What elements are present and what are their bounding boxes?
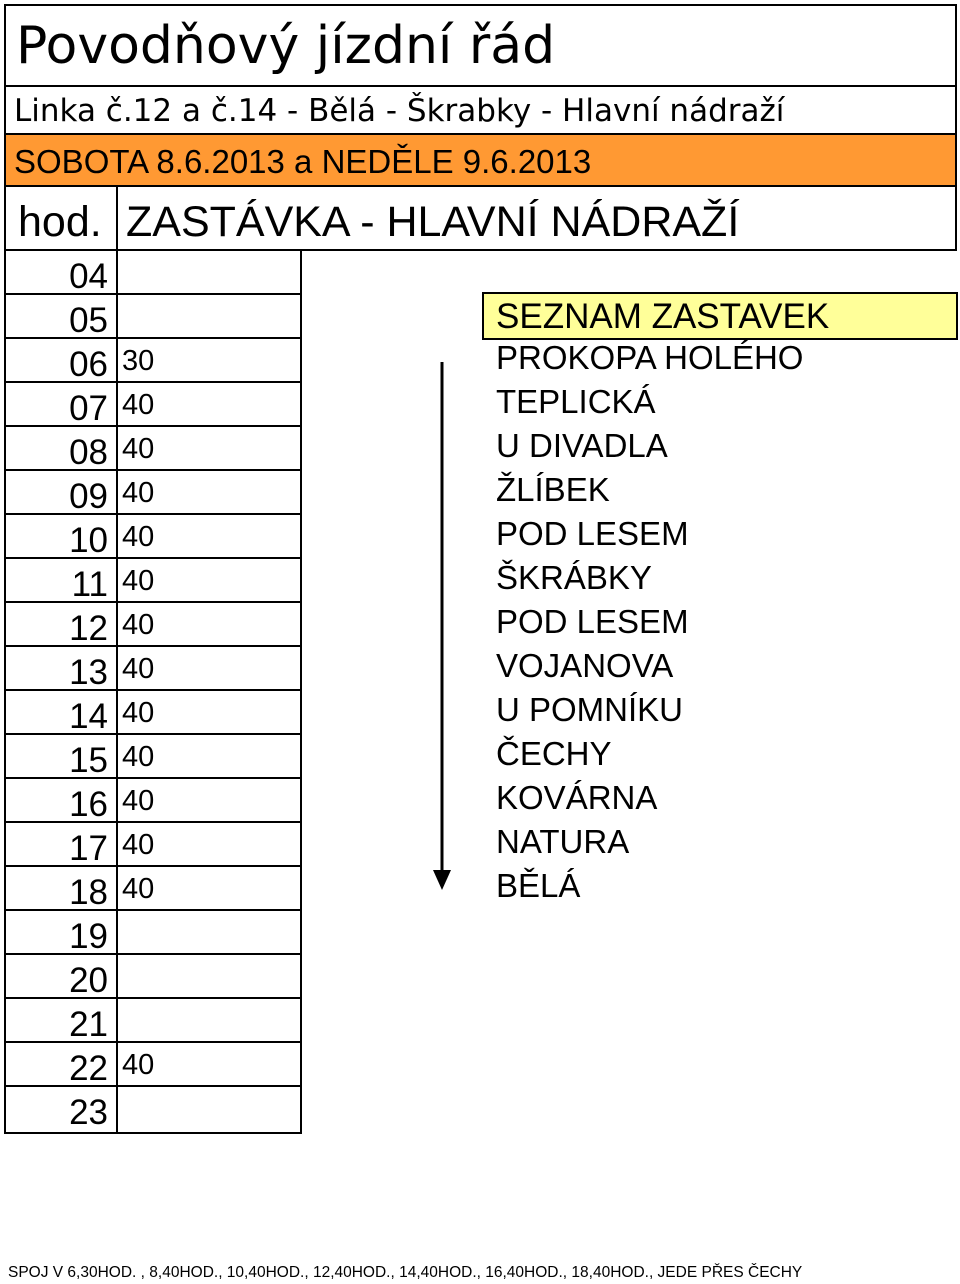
timetable-row — [6, 867, 302, 911]
hour-cell: 10 — [69, 521, 108, 560]
hour-cell: 06 — [69, 345, 108, 384]
stop-item: ŽLÍBEK — [496, 471, 610, 508]
timetable-row — [6, 515, 302, 559]
stop-item: U DIVADLA — [496, 427, 668, 464]
timetable-row — [6, 647, 302, 691]
stop-item: U POMNÍKU — [496, 691, 684, 728]
table-header — [4, 185, 957, 251]
timetable-row — [6, 911, 302, 955]
stop-name-heading: ZASTÁVKA - HLAVNÍ NÁDRAŽÍ — [126, 198, 740, 246]
timetable-row — [6, 339, 302, 383]
hour-cell: 18 — [69, 873, 108, 912]
timetable-row — [6, 999, 302, 1043]
timetable-row — [6, 427, 302, 471]
timetable-row — [6, 603, 302, 647]
hour-cell: 11 — [71, 565, 108, 604]
minutes-cell: 40 — [122, 873, 155, 905]
hour-cell: 04 — [69, 257, 108, 296]
timetable-row — [6, 691, 302, 735]
minutes-cell: 40 — [122, 565, 155, 597]
stop-item: POD LESEM — [496, 515, 689, 552]
stop-item: ČECHY — [496, 735, 612, 772]
minutes-cell: 40 — [122, 697, 155, 729]
header-divider — [116, 187, 118, 251]
minutes-cell: 40 — [122, 829, 155, 861]
minutes-cell: 40 — [122, 609, 155, 641]
page-title: Povodňový jízdní řád — [4, 4, 957, 85]
timetable-row — [6, 955, 302, 999]
hour-cell: 17 — [69, 829, 108, 868]
minutes-cell: 40 — [122, 741, 155, 773]
minutes-cell: 30 — [122, 345, 155, 377]
stop-item: ŠKRÁBKY — [496, 559, 652, 596]
hour-cell: 19 — [69, 917, 108, 956]
stops-list-header: SEZNAM ZASTAVEK — [482, 292, 958, 340]
hour-cell: 14 — [69, 697, 108, 736]
direction-arrow-icon — [430, 362, 454, 892]
timetable-row — [6, 779, 302, 823]
minutes-cell: 40 — [122, 477, 155, 509]
minutes-cell: 40 — [122, 521, 155, 553]
timetable-row — [6, 735, 302, 779]
hour-cell: 20 — [69, 961, 108, 1000]
hour-cell: 08 — [69, 433, 108, 472]
hour-column-label: hod. — [18, 198, 102, 246]
stop-item: NATURA — [496, 823, 630, 860]
service-dates: SOBOTA 8.6.2013 a NEDĚLE 9.6.2013 — [4, 133, 957, 185]
minutes-cell: 40 — [122, 389, 155, 421]
stop-item: TEPLICKÁ — [496, 383, 656, 420]
timetable-row — [6, 1043, 302, 1087]
stop-item: POD LESEM — [496, 603, 689, 640]
timetable-row — [6, 295, 302, 339]
hour-cell: 07 — [69, 389, 108, 428]
timetable-row — [6, 383, 302, 427]
hour-cell: 23 — [69, 1093, 108, 1132]
hour-cell: 12 — [69, 609, 108, 648]
hour-cell: 16 — [69, 785, 108, 824]
timetable-row — [6, 823, 302, 867]
stop-item: PROKOPA HOLÉHO — [496, 339, 804, 376]
timetable — [4, 251, 302, 1134]
minutes-cell: 40 — [122, 1049, 155, 1081]
hour-cell: 15 — [69, 741, 108, 780]
stop-item: VOJANOVA — [496, 647, 674, 684]
stop-item: BĚLÁ — [496, 867, 581, 904]
timetable-row — [6, 251, 302, 295]
stop-item: KOVÁRNA — [496, 779, 658, 816]
hour-cell: 13 — [69, 653, 108, 692]
timetable-row — [6, 559, 302, 603]
timetable-row — [6, 471, 302, 515]
hour-cell: 05 — [69, 301, 108, 340]
timetable-row — [6, 1087, 302, 1131]
hour-cell: 09 — [69, 477, 108, 516]
minutes-cell: 40 — [122, 785, 155, 817]
footer-note: SPOJ V 6,30HOD. , 8,40HOD., 10,40HOD., 12,40HOD., 14,40HOD., 16,40HOD., 18,40HOD., JEDE PŘES ČECHY — [8, 1264, 803, 1281]
minutes-cell: 40 — [122, 433, 155, 465]
hour-cell: 21 — [69, 1005, 108, 1044]
line-route: Linka č.12 a č.14 - Bělá - Škrabky - Hlavní nádraží — [4, 85, 957, 133]
hour-cell: 22 — [69, 1049, 108, 1088]
minutes-cell: 40 — [122, 653, 155, 685]
